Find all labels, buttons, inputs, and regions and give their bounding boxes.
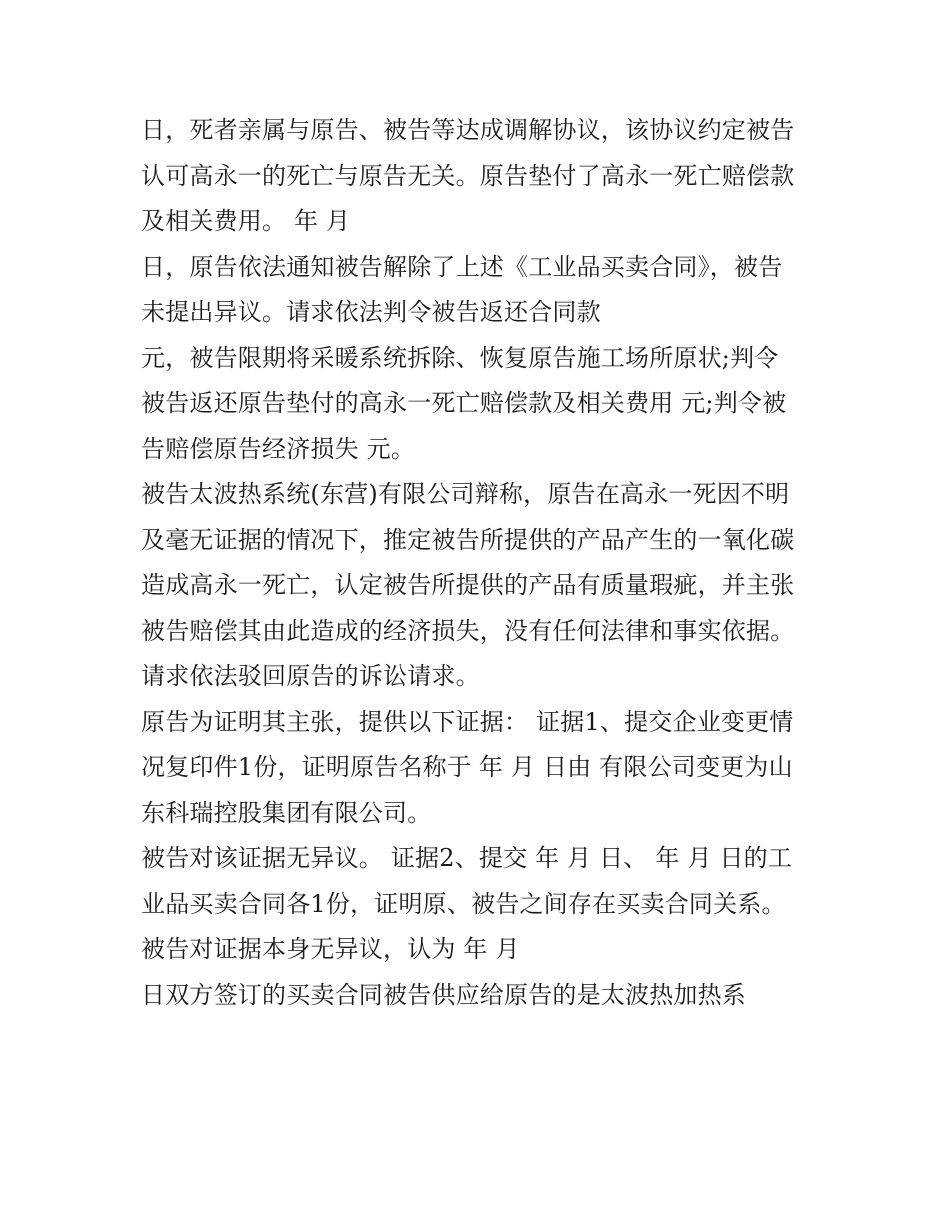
text-line: 认可高永一的死亡与原告无关。原告垫付了高永一死亡赔偿款 <box>141 161 795 190</box>
text-line: 原告为证明其主张，提供以下证据： 证据1、提交企业变更情 <box>141 707 794 736</box>
text-line: 日，死者亲属与原告、被告等达成调解协议，该协议约定被告 <box>141 116 795 144</box>
text-line: 及相关费用。 年 月 <box>141 207 351 235</box>
text-line: 及毫无证据的情况下，推定被告所提供的产品产生的一氧化碳 <box>141 525 795 554</box>
text-line: 被告赔偿其由此造成的经济损失，没有任何法律和事实依据。 <box>141 616 795 645</box>
text-line: 日双方签订的买卖合同被告供应给原告的是太波热加热系 <box>141 980 746 1009</box>
text-line: 被告对该证据无异议。 证据2、提交 年 月 日、 年 月 日的工 <box>141 844 793 872</box>
text-line: 被告对证据本身无异议，认为 年 月 <box>141 935 520 963</box>
text-line: 业品买卖合同各1份，证明原、被告之间存在买卖合同关系。 <box>141 889 786 918</box>
text-line: 请求依法驳回原告的诉讼请求。 <box>141 662 480 690</box>
text-line: 况复印件1份，证明原告名称于 年 月 日由 有限公司变更为山 <box>141 753 793 781</box>
text-line: 告赔偿原告经济损失 元。 <box>141 434 416 463</box>
text-line: 日，原告依法通知被告解除了上述《工业品买卖合同》，被告 <box>141 252 783 281</box>
text-line: 被告太波热系统(东营)有限公司辩称，原告在高永一死因不明 <box>141 480 790 508</box>
text-line: 被告返还原告垫付的高永一死亡赔偿款及相关费用 元;判令被 <box>141 389 787 417</box>
text-line: 东科瑞控股集团有限公司。 <box>141 798 432 827</box>
text-line: 造成高永一死亡，认定被告所提供的产品有质量瑕疵，并主张 <box>141 571 795 599</box>
document-body <box>141 108 821 1018</box>
text-line: 元，被告限期将采暖系统拆除、恢复原告施工场所原状;判令 <box>141 343 779 372</box>
text-line: 未提出异议。请求依法判令被告返还合同款 <box>141 298 601 326</box>
